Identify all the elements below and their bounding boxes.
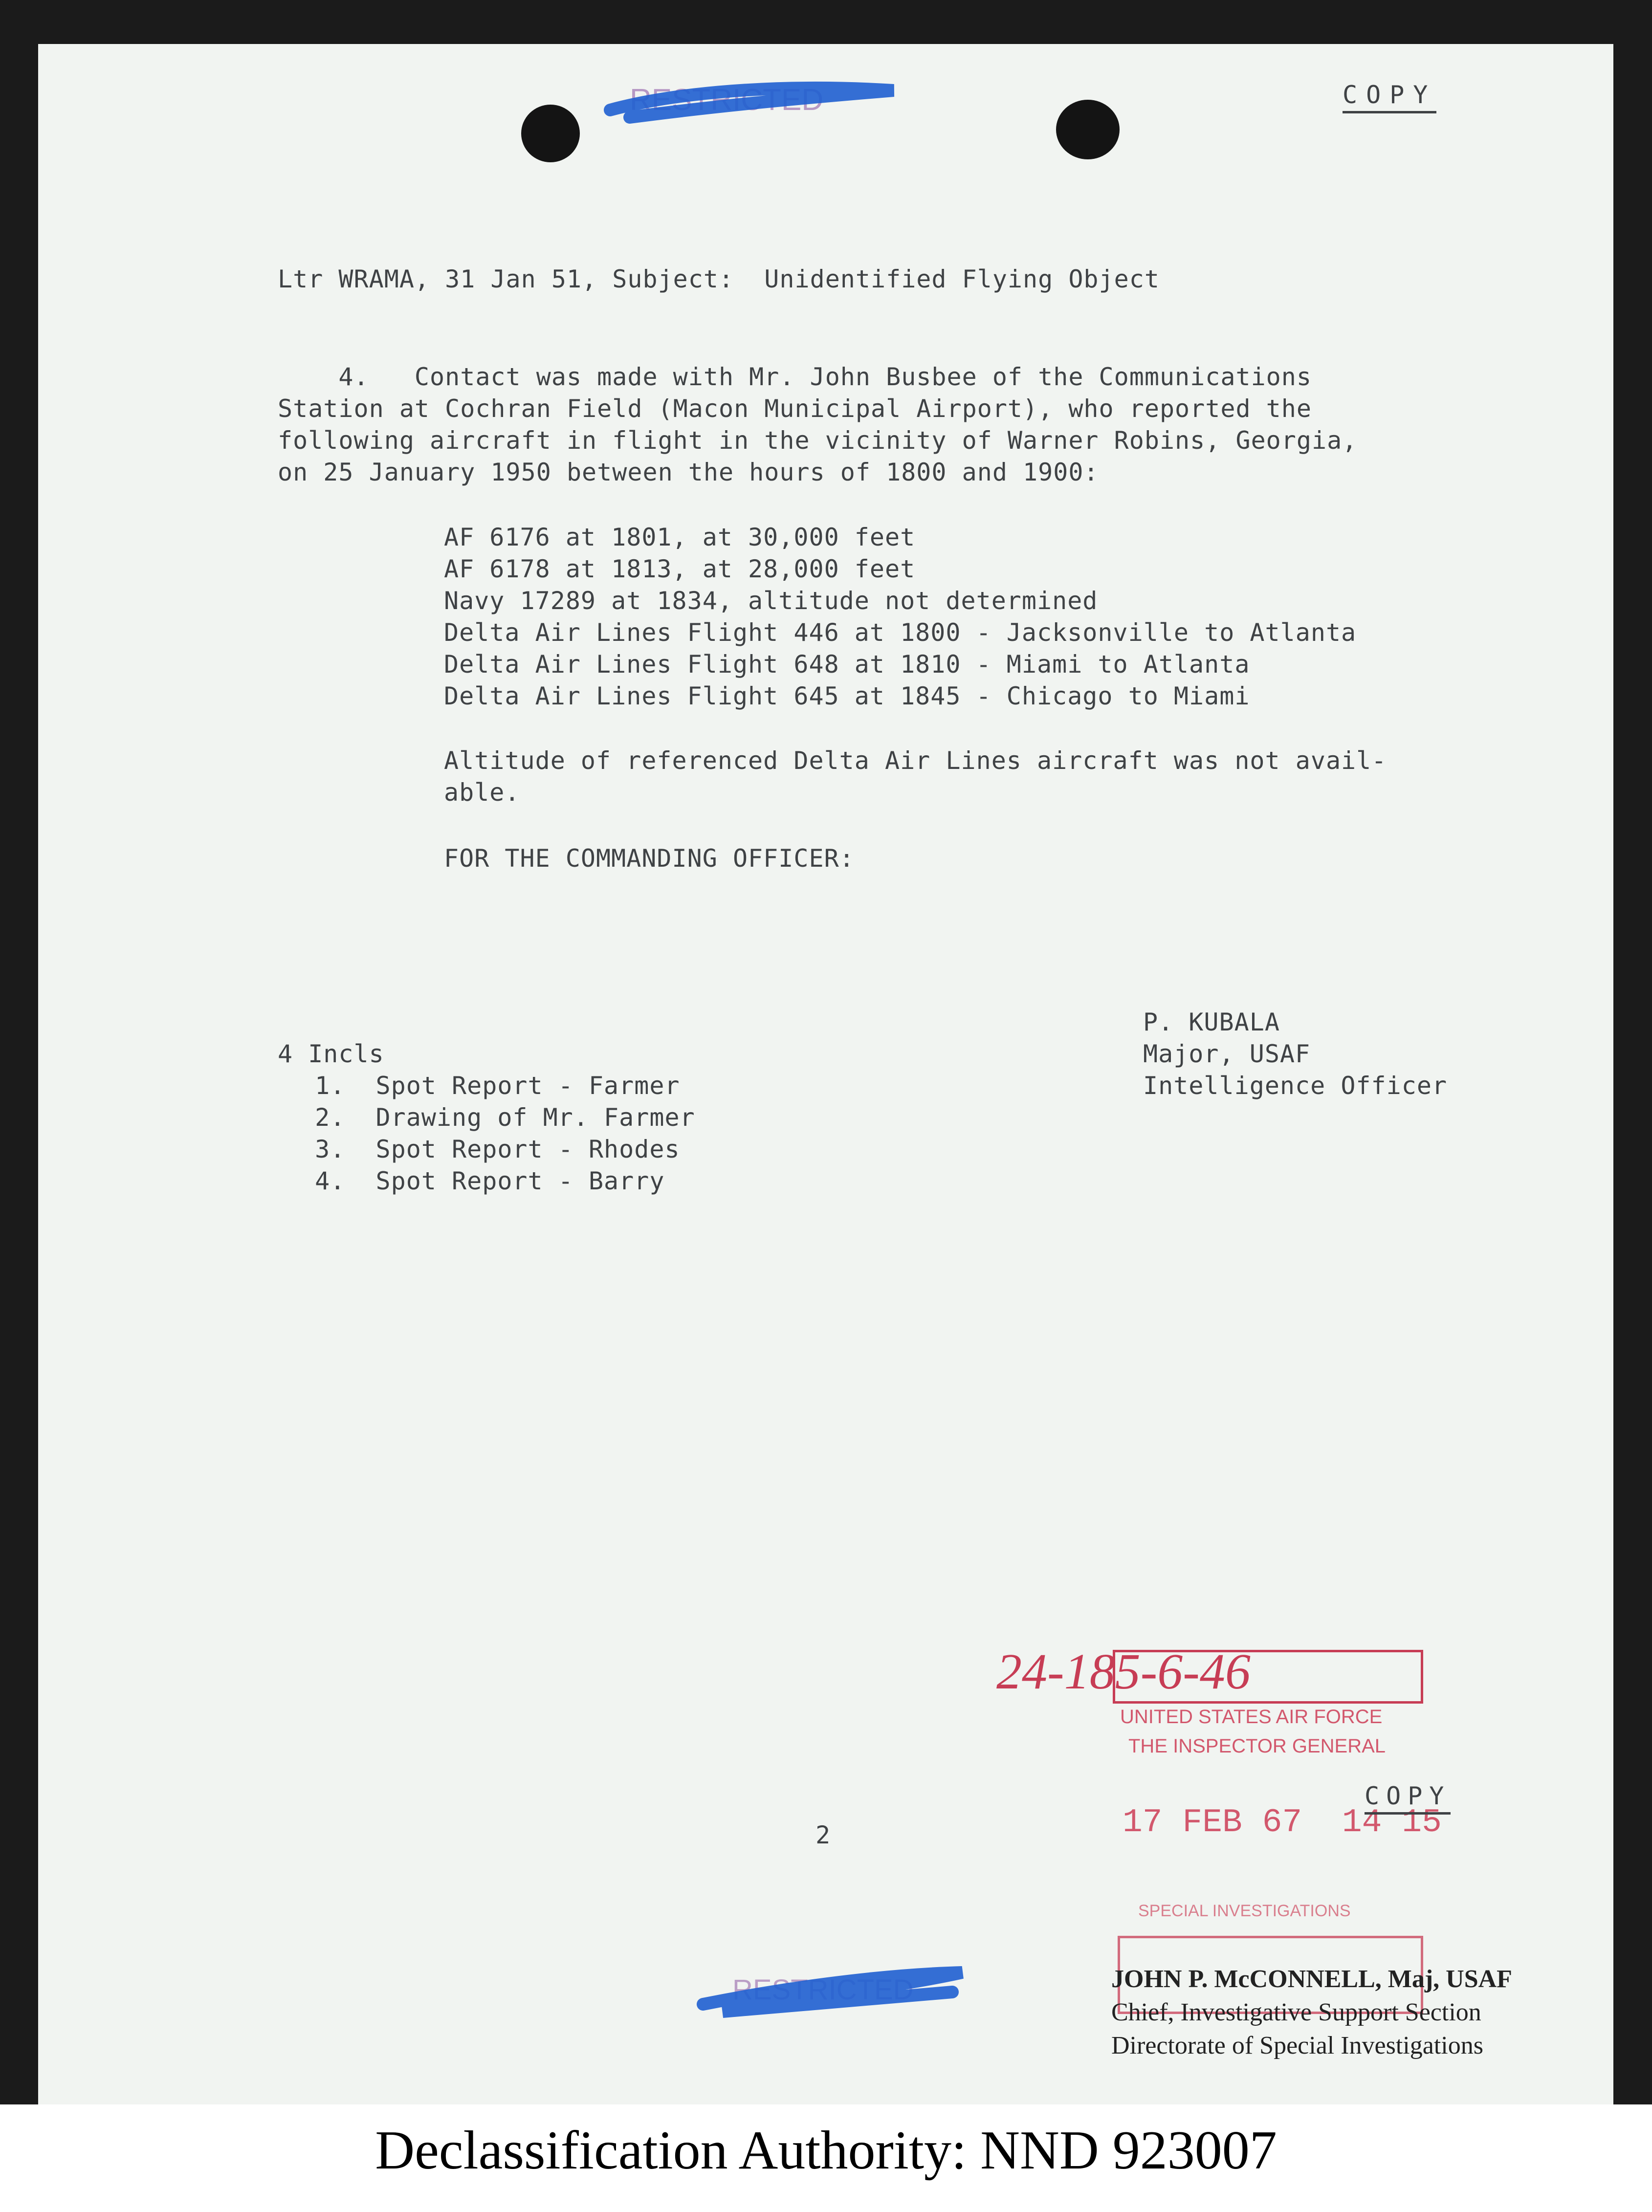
signer-name: P. KUBALA — [1143, 1008, 1280, 1036]
inclosure-item: 4. Spot Report - Barry — [300, 1167, 665, 1195]
certification-line: Chief, Investigative Support Section — [1111, 1998, 1481, 2026]
restricted-stamp-bottom — [688, 1950, 982, 2019]
inclosure-item: 2. Drawing of Mr. Farmer — [300, 1103, 695, 1132]
paragraph-line: following aircraft in flight in the vicinity of Warner Robins, Georgia, — [278, 426, 1358, 455]
aircraft-entry: Navy 17289 at 1834, altitude not determined — [444, 587, 1098, 615]
for-commanding-officer: FOR THE COMMANDING OFFICER: — [444, 844, 855, 873]
inclosures-heading: 4 Incls — [278, 1040, 384, 1068]
altitude-note-line: able. — [444, 778, 520, 807]
copy-label-bottom: COPY — [1365, 1782, 1451, 1810]
copy-label-top: COPY — [1343, 81, 1436, 109]
subject-line: Ltr WRAMA, 31 Jan 51, Subject: Unidentified Flying Object — [278, 265, 1160, 293]
certification-block — [1111, 1963, 1512, 2062]
file-number-handwritten: 24-185-6-46 — [996, 1643, 1251, 1700]
page-number: 2 — [815, 1821, 831, 1849]
inclosure-item: 3. Spot Report - Rhodes — [300, 1135, 680, 1163]
stamp-org-line1: UNITED STATES AIR FORCE — [1120, 1706, 1383, 1728]
certification-line: Directorate of Special Investigations — [1111, 2032, 1483, 2059]
signer-rank: Major, USAF — [1143, 1040, 1311, 1068]
punch-hole — [521, 105, 580, 162]
restricted-stamp-text: RESTRICTED — [630, 83, 824, 117]
stamp-special: SPECIAL INVESTIGATIONS — [1138, 1902, 1351, 1920]
declassification-authority: Declassification Authority: NND 923007 — [375, 2120, 1277, 2181]
signer-title: Intelligence Officer — [1143, 1072, 1448, 1100]
paragraph-line: 4. Contact was made with Mr. John Busbee of the Communications — [278, 363, 1312, 391]
certification-line: JOHN P. McCONNELL, Maj, USAF — [1111, 1965, 1512, 1993]
aircraft-entry: AF 6176 at 1801, at 30,000 feet — [444, 523, 916, 551]
aircraft-entry: Delta Air Lines Flight 446 at 1800 - Jacksonville to Atlanta — [444, 618, 1357, 647]
stamp-date: 17 FEB 67 14 15 — [1123, 1804, 1442, 1841]
restricted-stamp-top — [600, 64, 918, 127]
aircraft-entry: Delta Air Lines Flight 648 at 1810 - Miami to Atlanta — [444, 650, 1250, 679]
inclosure-item: 1. Spot Report - Farmer — [300, 1072, 680, 1100]
paragraph-line: Station at Cochran Field (Macon Municipal Airport), who reported the — [278, 394, 1312, 423]
paragraph-line: on 25 January 1950 between the hours of 1800 and 1900: — [278, 458, 1099, 486]
restricted-stamp-text: RESTRICTED — [732, 1974, 914, 2006]
aircraft-entry: Delta Air Lines Flight 645 at 1845 - Chicago to Miami — [444, 682, 1250, 710]
document-page — [38, 44, 1613, 2104]
punch-hole — [1056, 100, 1120, 159]
altitude-note-line: Altitude of referenced Delta Air Lines aircraft was not avail- — [444, 746, 1387, 775]
aircraft-entry: AF 6178 at 1813, at 28,000 feet — [444, 555, 916, 583]
stamp-org-line2: THE INSPECTOR GENERAL — [1128, 1735, 1386, 1757]
